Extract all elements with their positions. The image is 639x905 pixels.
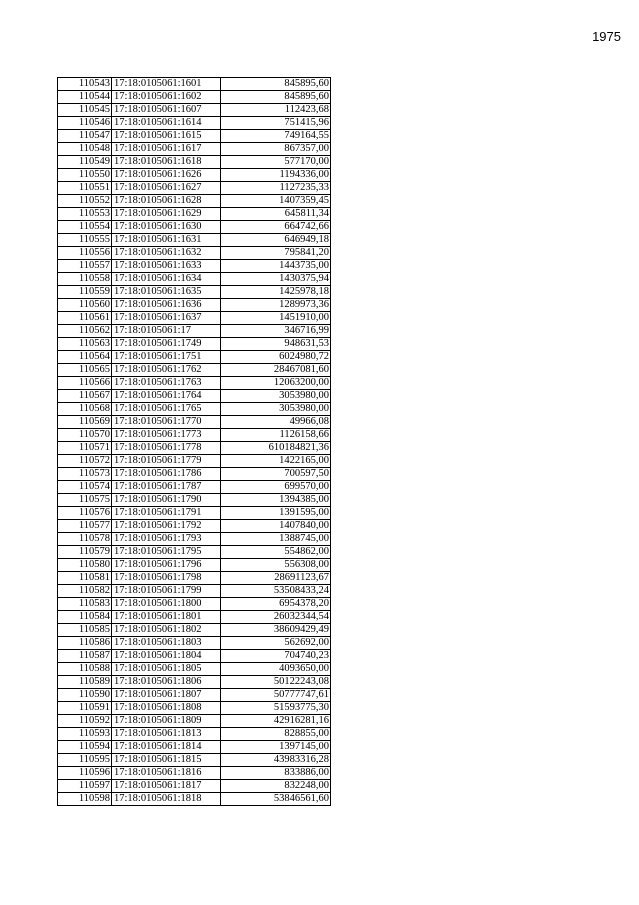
table-row: [58, 182, 331, 195]
table-row: [58, 234, 331, 247]
cadastral-value-cell: 556308,00: [221, 559, 331, 572]
table-row: [58, 585, 331, 598]
cadastral-number-cell: 17:18:0105061:1636: [112, 299, 221, 312]
cadastral-number-cell: 17:18:0105061:1762: [112, 364, 221, 377]
cadastral-number-cell: 17:18:0105061:1804: [112, 650, 221, 663]
cadastral-value-cell: 49966,08: [221, 416, 331, 429]
row-number-cell: 110590: [58, 689, 112, 702]
row-number-cell: 110592: [58, 715, 112, 728]
cadastral-value-cell: 700597,50: [221, 468, 331, 481]
row-number-cell: 110543: [58, 78, 112, 91]
cadastral-value-cell: 704740,23: [221, 650, 331, 663]
cadastral-number-cell: 17:18:0105061:1629: [112, 208, 221, 221]
cadastral-value-cell: 1388745,00: [221, 533, 331, 546]
cadastral-value-cell: 1422165,00: [221, 455, 331, 468]
cadastral-value-cell: 833886,00: [221, 767, 331, 780]
cadastral-value-cell: 42916281,16: [221, 715, 331, 728]
cadastral-value-cell: 1126158,66: [221, 429, 331, 442]
cadastral-number-cell: 17:18:0105061:1770: [112, 416, 221, 429]
page-number: 1975: [592, 29, 621, 44]
table-row: [58, 273, 331, 286]
table-row: [58, 728, 331, 741]
cadastral-number-cell: 17:18:0105061:1808: [112, 702, 221, 715]
cadastral-number-cell: 17:18:0105061:1751: [112, 351, 221, 364]
row-number-cell: 110587: [58, 650, 112, 663]
table-row: [58, 351, 331, 364]
row-number-cell: 110589: [58, 676, 112, 689]
table-row: [58, 156, 331, 169]
cadastral-value-cell: 1391595,00: [221, 507, 331, 520]
row-number-cell: 110556: [58, 247, 112, 260]
table-row: [58, 377, 331, 390]
table-row: [58, 130, 331, 143]
row-number-cell: 110563: [58, 338, 112, 351]
cadastral-number-cell: 17:18:0105061:1637: [112, 312, 221, 325]
row-number-cell: 110547: [58, 130, 112, 143]
table-row: [58, 507, 331, 520]
table-row: [58, 299, 331, 312]
row-number-cell: 110564: [58, 351, 112, 364]
cadastral-value-cell: 554862,00: [221, 546, 331, 559]
table-row: [58, 390, 331, 403]
cadastral-number-cell: 17:18:0105061:1801: [112, 611, 221, 624]
cadastral-value-cell: 699570,00: [221, 481, 331, 494]
cadastral-value-cell: 3053980,00: [221, 403, 331, 416]
table-row: [58, 325, 331, 338]
cadastral-value-cell: 53846561,60: [221, 793, 331, 806]
row-number-cell: 110581: [58, 572, 112, 585]
table-body: [58, 78, 331, 806]
table-row: [58, 741, 331, 754]
cadastral-number-cell: 17:18:0105061:1765: [112, 403, 221, 416]
cadastral-value-cell: 53508433,24: [221, 585, 331, 598]
table-row: [58, 520, 331, 533]
cadastral-number-cell: 17:18:0105061:1806: [112, 676, 221, 689]
cadastral-value-cell: 26032344,54: [221, 611, 331, 624]
row-number-cell: 110593: [58, 728, 112, 741]
cadastral-number-cell: 17:18:0105061:1793: [112, 533, 221, 546]
cadastral-number-cell: 17:18:0105061:1617: [112, 143, 221, 156]
cadastral-number-cell: 17:18:0105061:1602: [112, 91, 221, 104]
table-row: [58, 429, 331, 442]
cadastral-value-table: [57, 77, 331, 806]
cadastral-number-cell: 17:18:0105061:1814: [112, 741, 221, 754]
cadastral-number-cell: 17:18:0105061:1601: [112, 78, 221, 91]
row-number-cell: 110579: [58, 546, 112, 559]
cadastral-number-cell: 17:18:0105061:1790: [112, 494, 221, 507]
cadastral-value-cell: 749164,55: [221, 130, 331, 143]
row-number-cell: 110597: [58, 780, 112, 793]
cadastral-value-cell: 1397145,00: [221, 741, 331, 754]
cadastral-number-cell: 17:18:0105061:1607: [112, 104, 221, 117]
row-number-cell: 110574: [58, 481, 112, 494]
table-row: [58, 624, 331, 637]
table-row: [58, 403, 331, 416]
table-row: [58, 104, 331, 117]
table-row: [58, 481, 331, 494]
cadastral-value-cell: 646949,18: [221, 234, 331, 247]
table-row: [58, 533, 331, 546]
row-number-cell: 110553: [58, 208, 112, 221]
cadastral-value-cell: 3053980,00: [221, 390, 331, 403]
cadastral-number-cell: 17:18:0105061:1813: [112, 728, 221, 741]
cadastral-number-cell: 17:18:0105061:1798: [112, 572, 221, 585]
row-number-cell: 110560: [58, 299, 112, 312]
cadastral-number-cell: 17:18:0105061:1614: [112, 117, 221, 130]
row-number-cell: 110594: [58, 741, 112, 754]
cadastral-value-cell: 50777747,61: [221, 689, 331, 702]
row-number-cell: 110548: [58, 143, 112, 156]
cadastral-number-cell: 17:18:0105061:1615: [112, 130, 221, 143]
cadastral-value-cell: 1407840,00: [221, 520, 331, 533]
cadastral-value-cell: 751415,96: [221, 117, 331, 130]
table-row: [58, 260, 331, 273]
table-row: [58, 117, 331, 130]
table-row: [58, 195, 331, 208]
row-number-cell: 110557: [58, 260, 112, 273]
cadastral-number-cell: 17:18:0105061:1632: [112, 247, 221, 260]
cadastral-number-cell: 17:18:0105061:1818: [112, 793, 221, 806]
cadastral-number-cell: 17:18:0105061:1805: [112, 663, 221, 676]
row-number-cell: 110569: [58, 416, 112, 429]
row-number-cell: 110576: [58, 507, 112, 520]
cadastral-number-cell: 17:18:0105061:1630: [112, 221, 221, 234]
row-number-cell: 110566: [58, 377, 112, 390]
table-row: [58, 221, 331, 234]
table-row: [58, 754, 331, 767]
table-row: [58, 364, 331, 377]
table-row: [58, 702, 331, 715]
cadastral-value-cell: 845895,60: [221, 91, 331, 104]
table-row: [58, 494, 331, 507]
table-row: [58, 559, 331, 572]
cadastral-value-cell: 845895,60: [221, 78, 331, 91]
cadastral-value-cell: 1289973,36: [221, 299, 331, 312]
table-row: [58, 598, 331, 611]
table-row: [58, 455, 331, 468]
row-number-cell: 110577: [58, 520, 112, 533]
row-number-cell: 110550: [58, 169, 112, 182]
table-row: [58, 286, 331, 299]
table-row: [58, 637, 331, 650]
cadastral-value-cell: 28691123,67: [221, 572, 331, 585]
row-number-cell: 110573: [58, 468, 112, 481]
table-row: [58, 208, 331, 221]
cadastral-value-cell: 1407359,45: [221, 195, 331, 208]
row-number-cell: 110588: [58, 663, 112, 676]
row-number-cell: 110584: [58, 611, 112, 624]
cadastral-value-cell: 1443735,00: [221, 260, 331, 273]
cadastral-number-cell: 17:18:0105061:1627: [112, 182, 221, 195]
row-number-cell: 110571: [58, 442, 112, 455]
cadastral-number-cell: 17:18:0105061:1792: [112, 520, 221, 533]
cadastral-value-cell: 1194336,00: [221, 169, 331, 182]
cadastral-number-cell: 17:18:0105061:1763: [112, 377, 221, 390]
row-number-cell: 110596: [58, 767, 112, 780]
cadastral-value-cell: 867357,00: [221, 143, 331, 156]
row-number-cell: 110545: [58, 104, 112, 117]
row-number-cell: 110578: [58, 533, 112, 546]
row-number-cell: 110559: [58, 286, 112, 299]
row-number-cell: 110561: [58, 312, 112, 325]
row-number-cell: 110551: [58, 182, 112, 195]
cadastral-number-cell: 17:18:0105061:1634: [112, 273, 221, 286]
table-row: [58, 780, 331, 793]
table-row: [58, 572, 331, 585]
cadastral-value-cell: 6024980,72: [221, 351, 331, 364]
cadastral-value-cell: 50122243,08: [221, 676, 331, 689]
cadastral-value-cell: 28467081,60: [221, 364, 331, 377]
cadastral-number-cell: 17:18:0105061:1787: [112, 481, 221, 494]
cadastral-number-cell: 17:18:0105061:1815: [112, 754, 221, 767]
cadastral-number-cell: 17:18:0105061:1779: [112, 455, 221, 468]
row-number-cell: 110598: [58, 793, 112, 806]
cadastral-number-cell: 17:18:0105061:1635: [112, 286, 221, 299]
table-row: [58, 312, 331, 325]
table-row: [58, 442, 331, 455]
cadastral-number-cell: 17:18:0105061:1816: [112, 767, 221, 780]
row-number-cell: 110568: [58, 403, 112, 416]
cadastral-number-cell: 17:18:0105061:17: [112, 325, 221, 338]
table-row: [58, 247, 331, 260]
cadastral-number-cell: 17:18:0105061:1809: [112, 715, 221, 728]
row-number-cell: 110585: [58, 624, 112, 637]
cadastral-number-cell: 17:18:0105061:1618: [112, 156, 221, 169]
row-number-cell: 110572: [58, 455, 112, 468]
cadastral-value-cell: 4093650,00: [221, 663, 331, 676]
cadastral-number-cell: 17:18:0105061:1807: [112, 689, 221, 702]
cadastral-value-cell: 610184821,36: [221, 442, 331, 455]
row-number-cell: 110595: [58, 754, 112, 767]
cadastral-value-cell: 1425978,18: [221, 286, 331, 299]
cadastral-value-cell: 112423,68: [221, 104, 331, 117]
row-number-cell: 110567: [58, 390, 112, 403]
row-number-cell: 110570: [58, 429, 112, 442]
row-number-cell: 110546: [58, 117, 112, 130]
table-row: [58, 689, 331, 702]
row-number-cell: 110575: [58, 494, 112, 507]
cadastral-value-cell: 6954378,20: [221, 598, 331, 611]
table-row: [58, 767, 331, 780]
row-number-cell: 110591: [58, 702, 112, 715]
row-number-cell: 110555: [58, 234, 112, 247]
table-row: [58, 143, 331, 156]
cadastral-number-cell: 17:18:0105061:1778: [112, 442, 221, 455]
cadastral-number-cell: 17:18:0105061:1817: [112, 780, 221, 793]
cadastral-number-cell: 17:18:0105061:1796: [112, 559, 221, 572]
cadastral-value-cell: 38609429,49: [221, 624, 331, 637]
row-number-cell: 110554: [58, 221, 112, 234]
row-number-cell: 110562: [58, 325, 112, 338]
row-number-cell: 110586: [58, 637, 112, 650]
cadastral-value-cell: 832248,00: [221, 780, 331, 793]
cadastral-value-cell: 562692,00: [221, 637, 331, 650]
cadastral-value-cell: 948631,53: [221, 338, 331, 351]
table-row: [58, 78, 331, 91]
cadastral-value-cell: 795841,20: [221, 247, 331, 260]
table-row: [58, 715, 331, 728]
table-row: [58, 546, 331, 559]
row-number-cell: 110565: [58, 364, 112, 377]
cadastral-number-cell: 17:18:0105061:1802: [112, 624, 221, 637]
cadastral-value-cell: 577170,00: [221, 156, 331, 169]
row-number-cell: 110544: [58, 91, 112, 104]
cadastral-number-cell: 17:18:0105061:1631: [112, 234, 221, 247]
cadastral-value-cell: 645811,34: [221, 208, 331, 221]
table-row: [58, 91, 331, 104]
cadastral-number-cell: 17:18:0105061:1764: [112, 390, 221, 403]
table-row: [58, 169, 331, 182]
cadastral-value-cell: 1451910,00: [221, 312, 331, 325]
cadastral-value-cell: 51593775,30: [221, 702, 331, 715]
table-row: [58, 793, 331, 806]
cadastral-value-cell: 1394385,00: [221, 494, 331, 507]
cadastral-number-cell: 17:18:0105061:1799: [112, 585, 221, 598]
cadastral-value-cell: 346716,99: [221, 325, 331, 338]
cadastral-number-cell: 17:18:0105061:1803: [112, 637, 221, 650]
row-number-cell: 110580: [58, 559, 112, 572]
cadastral-value-cell: 828855,00: [221, 728, 331, 741]
table-row: [58, 611, 331, 624]
cadastral-value-cell: 1430375,94: [221, 273, 331, 286]
table-row: [58, 676, 331, 689]
table-row: [58, 650, 331, 663]
row-number-cell: 110583: [58, 598, 112, 611]
cadastral-number-cell: 17:18:0105061:1626: [112, 169, 221, 182]
table-row: [58, 338, 331, 351]
row-number-cell: 110549: [58, 156, 112, 169]
cadastral-number-cell: 17:18:0105061:1800: [112, 598, 221, 611]
row-number-cell: 110552: [58, 195, 112, 208]
cadastral-number-cell: 17:18:0105061:1786: [112, 468, 221, 481]
row-number-cell: 110558: [58, 273, 112, 286]
cadastral-number-cell: 17:18:0105061:1795: [112, 546, 221, 559]
cadastral-value-cell: 43983316,28: [221, 754, 331, 767]
table-row: [58, 663, 331, 676]
cadastral-number-cell: 17:18:0105061:1749: [112, 338, 221, 351]
table-row: [58, 416, 331, 429]
cadastral-number-cell: 17:18:0105061:1633: [112, 260, 221, 273]
cadastral-number-cell: 17:18:0105061:1628: [112, 195, 221, 208]
row-number-cell: 110582: [58, 585, 112, 598]
cadastral-value-cell: 1127235,33: [221, 182, 331, 195]
cadastral-number-cell: 17:18:0105061:1773: [112, 429, 221, 442]
cadastral-number-cell: 17:18:0105061:1791: [112, 507, 221, 520]
cadastral-value-cell: 664742,66: [221, 221, 331, 234]
table-row: [58, 468, 331, 481]
cadastral-value-cell: 12063200,00: [221, 377, 331, 390]
